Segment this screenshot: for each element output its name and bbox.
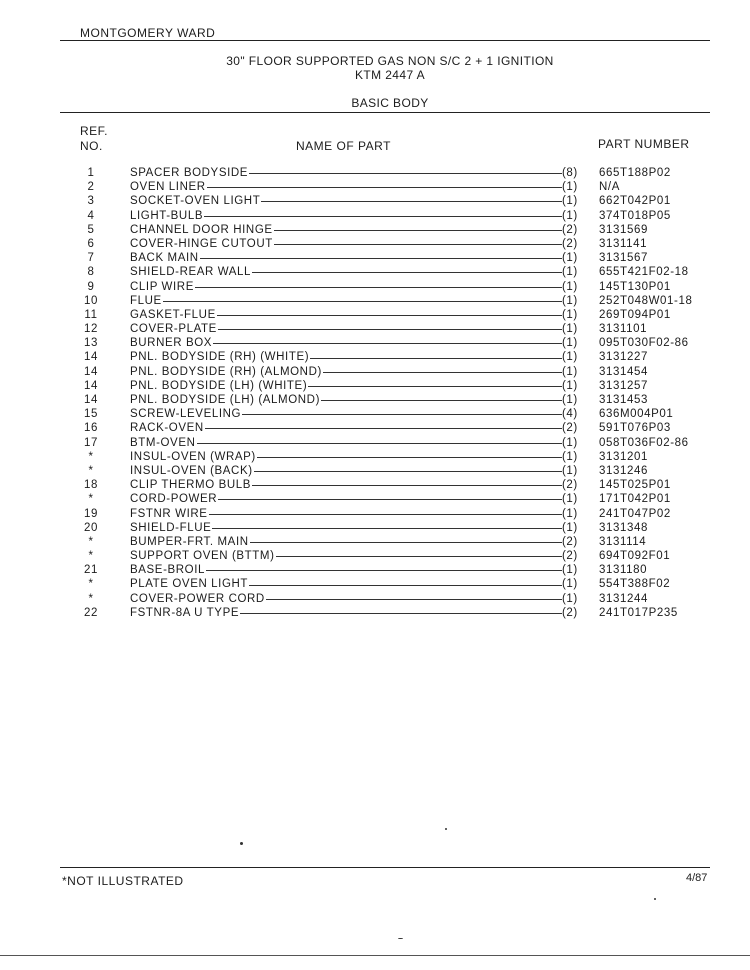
part-number: 269T094P01 [599,308,671,321]
section-title: BASIC BODY [351,96,429,110]
part-number: 694T092F01 [599,550,671,563]
ref-number: * [88,450,94,463]
part-name-cell [130,237,562,251]
page-bottom-rule [0,955,750,956]
scan-speck [445,828,447,830]
part-name: PNL. BODYSIDE (LH) (WHITE) [130,379,308,392]
part-number: 145T130P01 [599,280,671,293]
ref-number: 19 [84,507,98,520]
part-name: CORD-POWER [130,493,218,506]
part-name: PNL. BODYSIDE (RH) (WHITE) [130,351,310,364]
part-number: 252T048W01-18 [599,294,693,307]
column-header-ref [80,124,108,154]
part-name: CHANNEL DOOR HINGE [130,223,273,236]
leader-line [240,613,562,614]
table-row [0,535,750,549]
quantity: (1) [562,578,578,591]
leader-line [217,315,562,316]
quantity: (1) [562,351,578,364]
part-number: 241T047P02 [599,507,671,520]
leader-line [249,173,562,174]
ref-number: 14 [84,365,98,378]
ref-number: 22 [84,606,98,619]
brand-name: MONTGOMERY WARD [80,26,216,40]
quantity: (2) [562,237,578,250]
table-row [0,464,750,478]
quantity: (1) [562,308,578,321]
part-number: 3131180 [599,564,648,577]
table-row [0,606,750,620]
part-name-cell [130,308,562,322]
ref-number: 9 [87,280,95,293]
leader-line [261,201,562,202]
part-name-cell [130,507,562,521]
part-name: INSUL-OVEN (WRAP) [130,450,256,463]
part-name: GASKET-FLUE [130,308,216,321]
top-rule [60,40,710,41]
part-name-cell [130,535,562,549]
leader-line [218,499,562,500]
part-name: CLIP WIRE [130,280,194,293]
leader-line [209,514,562,515]
leader-line [252,272,562,273]
table-row [0,209,750,223]
part-name-cell [130,194,562,208]
part-number: 3131453 [599,394,648,406]
table-row [0,577,750,591]
part-name: BTM-OVEN [130,436,196,449]
part-name-cell [130,464,562,478]
table-row [0,336,750,350]
leader-line [197,443,563,444]
leader-line [266,599,562,600]
leader-line [204,216,562,217]
ref-number: 16 [84,422,98,435]
part-number: 3131201 [599,450,648,463]
table-row [0,237,750,251]
leader-line [250,542,562,543]
table-row [0,507,750,521]
part-name: INSUL-OVEN (BACK) [130,464,253,477]
table-row [0,322,750,336]
part-number: 665T188P02 [599,167,671,179]
table-row [0,350,750,364]
ref-number: 4 [87,209,95,222]
part-name: RACK-OVEN [130,422,204,435]
part-number: 3131257 [599,379,648,392]
quantity: (1) [562,379,578,392]
leader-line [252,485,562,486]
quantity: (1) [562,323,578,336]
column-header-part-number: PART NUMBER [598,137,690,151]
leader-line [308,386,562,387]
part-name-cell [130,393,562,407]
part-name-cell [130,294,562,308]
parts-list [0,166,750,620]
column-header-ref-line1: REF. [80,124,109,138]
ref-number: 14 [84,394,98,406]
part-name-cell [130,407,562,421]
part-name: PLATE OVEN LIGHT [130,578,249,591]
quantity: (2) [562,535,578,548]
table-row [0,294,750,308]
quantity: (1) [562,521,578,534]
part-name-cell [130,478,562,492]
quantity: (1) [562,564,578,577]
part-name: BURNER BOX [130,337,213,350]
quantity: (8) [562,167,578,179]
ref-number: * [88,493,94,506]
ref-number: * [88,535,94,548]
scan-speck [654,898,656,900]
scan-speck [398,938,403,939]
ref-number: 18 [84,479,98,492]
part-name-cell [130,223,562,237]
table-row [0,521,750,535]
column-header-ref-line2: NO. [80,139,103,153]
quantity: (1) [562,266,578,279]
part-name: BUMPER-FRT. MAIN [130,535,249,548]
quantity: (2) [562,606,578,619]
part-name-cell [130,379,562,393]
part-name: FSTNR WIRE [130,507,208,520]
part-number: 3131246 [599,464,648,477]
part-number: 3131567 [599,252,648,265]
table-row [0,421,750,435]
ref-number: 17 [84,436,98,449]
part-number: 662T042P01 [599,195,671,208]
part-name-cell [130,265,562,279]
part-name-cell [130,322,562,336]
part-name: PNL. BODYSIDE (RH) (ALMOND) [130,365,322,378]
table-row [0,180,750,194]
leader-line [163,301,562,302]
table-row [0,393,750,407]
part-name: PNL. BODYSIDE (LH) (ALMOND) [130,394,321,406]
part-name: SHIELD-FLUE [130,521,212,534]
table-row [0,492,750,506]
leader-line [195,287,562,288]
part-number: 3131569 [599,223,648,236]
leader-line [212,528,562,529]
part-name: COVER-PLATE [130,323,217,336]
part-name: FLUE [130,294,162,307]
part-name: SOCKET-OVEN LIGHT [130,195,261,208]
ref-number: * [88,592,94,605]
ref-number: 1 [87,167,95,179]
ref-number: 3 [87,195,95,208]
table-row [0,265,750,279]
table-row [0,166,750,180]
ref-number: 20 [84,521,98,534]
part-number: 374T018P05 [599,209,671,222]
part-number: 3131101 [599,323,648,336]
part-name: OVEN LINER [130,181,206,194]
leader-line [207,187,562,188]
quantity: (1) [562,450,578,463]
leader-line [242,414,562,415]
ref-number: 5 [87,223,95,236]
part-name-cell [130,166,562,180]
quantity: (1) [562,181,578,194]
leader-line [206,570,562,571]
part-name-cell [130,563,562,577]
quantity: (2) [562,479,578,492]
part-number: 3131348 [599,521,648,534]
part-name-cell [130,180,562,194]
table-row [0,478,750,492]
leader-line [321,400,562,401]
part-name-cell [130,592,562,606]
quantity: (1) [562,195,578,208]
part-name: COVER-POWER CORD [130,592,265,605]
part-number: 241T017P235 [599,606,678,619]
quantity: (1) [562,365,578,378]
quantity: (1) [562,280,578,293]
quantity: (2) [562,422,578,435]
ref-number: * [88,550,94,563]
leader-line [310,358,562,359]
bottom-rule [60,867,710,868]
table-row [0,223,750,237]
leader-line [249,585,562,586]
leader-line [257,457,562,458]
ref-number: 15 [84,408,98,421]
revision-date: 4/87 [686,872,708,884]
part-number: N/A [599,181,620,194]
ref-number: 14 [84,379,98,392]
ref-number: 21 [84,564,98,577]
part-name: LIGHT-BULB [130,209,204,222]
quantity: (2) [562,550,578,563]
table-row [0,563,750,577]
table-row [0,436,750,450]
leader-line [254,471,562,472]
ref-number: 7 [87,252,95,265]
part-name-cell [130,280,562,294]
table-row [0,379,750,393]
part-name: BASE-BROIL [130,564,206,577]
model-number: KTM 2447 A [354,68,426,82]
quantity: (1) [562,436,578,449]
quantity: (1) [562,209,578,222]
part-name-cell [130,577,562,591]
scan-speck [240,842,243,845]
section-rule [60,112,710,113]
column-header-name: NAME OF PART [296,139,391,153]
leader-line [323,372,562,373]
part-name-cell [130,606,562,620]
part-name-cell [130,365,562,379]
leader-line [200,258,562,259]
part-name-cell [130,549,562,563]
quantity: (1) [562,464,578,477]
leader-line [274,244,562,245]
part-number: 655T421F02-18 [599,266,689,279]
ref-number: * [88,578,94,591]
leader-line [213,343,562,344]
quantity: (1) [562,592,578,605]
part-name: SPACER BODYSIDE [130,167,249,179]
quantity: (1) [562,337,578,350]
part-number: 636M004P01 [599,408,674,421]
part-name: SCREW-LEVELING [130,408,242,421]
ref-number: * [88,464,94,477]
table-row [0,280,750,294]
part-name-cell [130,521,562,535]
part-name-cell [130,350,562,364]
part-name-cell [130,209,562,223]
leader-line [205,428,562,429]
part-name: COVER-HINGE CUTOUT [130,237,273,250]
ref-number: 2 [87,181,95,194]
part-number: 3131227 [599,351,648,364]
part-number: 591T076P03 [599,422,671,435]
leader-line [218,329,562,330]
part-name-cell [130,492,562,506]
part-name: CLIP THERMO BULB [130,479,252,492]
ref-number: 13 [84,337,98,350]
part-number: 3131244 [599,592,648,605]
table-row [0,251,750,265]
part-name-cell [130,450,562,464]
leader-line [274,230,562,231]
ref-number: 10 [84,294,98,307]
part-number: 058T036F02-86 [599,436,689,449]
ref-number: 11 [84,308,98,321]
part-name: BACK MAIN [130,252,199,265]
ref-number: 12 [84,323,98,336]
table-row [0,549,750,563]
footnote: *NOT ILLUSTRATED [62,874,184,888]
table-row [0,365,750,379]
table-row [0,308,750,322]
ref-number: 6 [87,237,95,250]
quantity: (1) [562,294,578,307]
quantity: (2) [562,223,578,236]
table-row [0,450,750,464]
part-number: 145T025P01 [599,479,671,492]
table-row [0,194,750,208]
part-number: 554T388F02 [599,578,671,591]
table-row [0,407,750,421]
quantity: (1) [562,493,578,506]
part-name-cell [130,336,562,350]
leader-line [276,556,562,557]
quantity: (1) [562,507,578,520]
ref-number: 8 [87,266,95,279]
part-number: 3131141 [599,237,648,250]
part-name-cell [130,251,562,265]
part-name-cell [130,436,562,450]
quantity: (1) [562,252,578,265]
part-number: 095T030F02-86 [599,337,689,350]
part-name-cell [130,421,562,435]
part-number: 3131454 [599,365,648,378]
quantity: (1) [562,394,578,406]
ref-number: 14 [84,351,98,364]
table-row [0,592,750,606]
part-number: 171T042P01 [599,493,671,506]
part-name: FSTNR-8A U TYPE [130,606,240,619]
part-number: 3131114 [599,535,647,548]
quantity: (4) [562,408,578,421]
part-name: SUPPORT OVEN (BTTM) [130,550,275,563]
part-name: SHIELD-REAR WALL [130,266,252,279]
document-title: 30" FLOOR SUPPORTED GAS NON S/C 2 + 1 IGNITION [226,54,554,68]
